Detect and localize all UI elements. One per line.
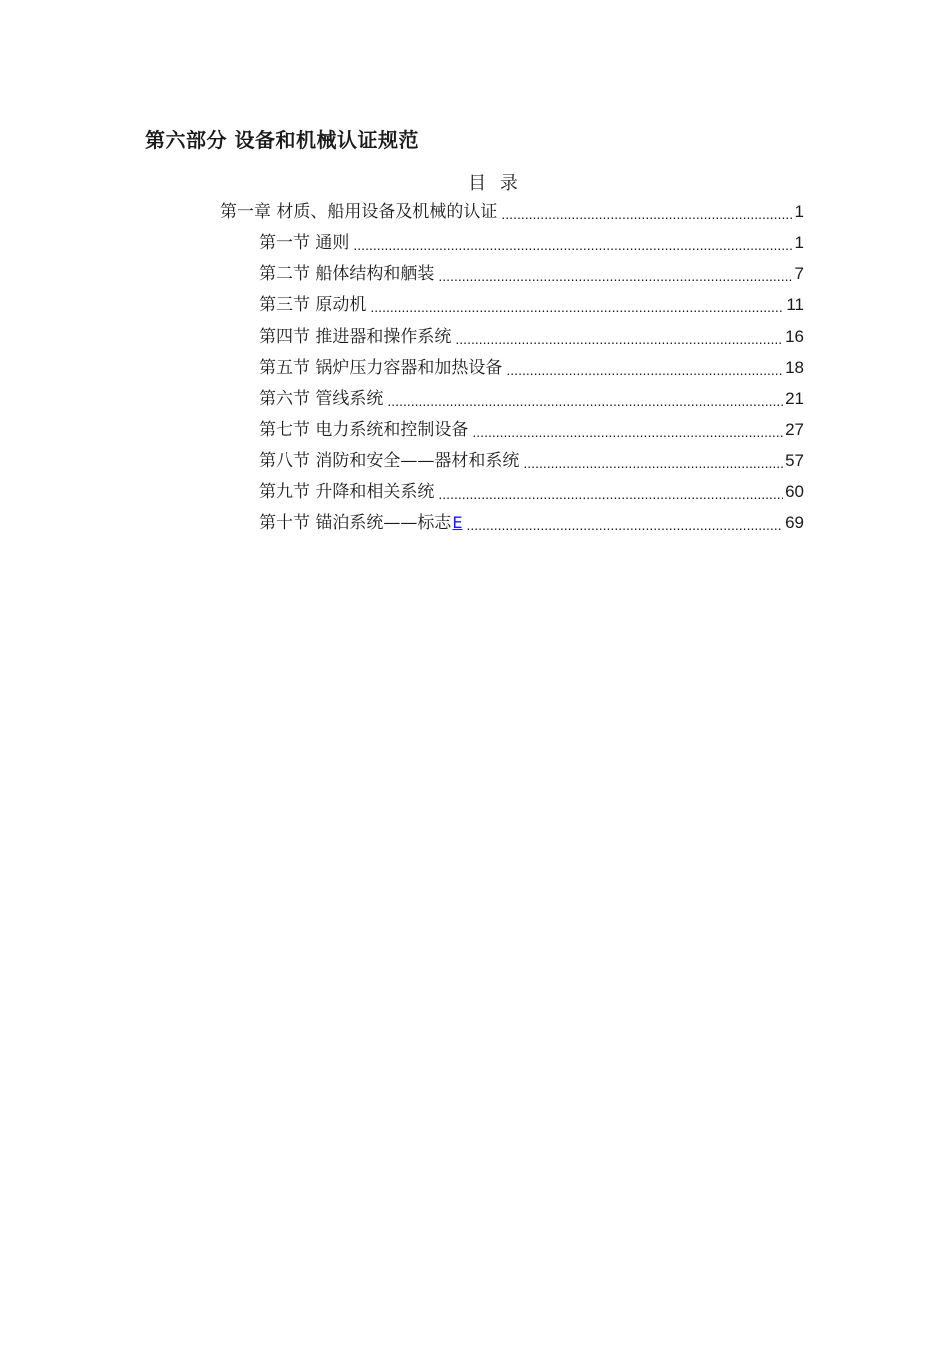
- toc-entry-page-number: 69: [785, 513, 804, 532]
- dot-leader: [438, 485, 783, 503]
- dot-leader: [353, 236, 792, 254]
- toc-entry-label: 第六节 管线系统: [259, 389, 384, 409]
- dot-leader: [370, 298, 784, 316]
- toc-entry-chapter-1[interactable]: [220, 199, 804, 223]
- toc-entry-label: 第五节 锅炉压力容器和加热设备: [259, 358, 503, 378]
- dot-leader: [387, 392, 783, 410]
- toc-entry-section-1[interactable]: [259, 230, 804, 254]
- hyperlink-mark[interactable]: E: [452, 513, 463, 532]
- toc-entry-label: 第七节 电力系统和控制设备: [259, 420, 469, 440]
- toc-entry-label: 第一节 通则: [259, 233, 350, 253]
- toc-entry-label: 第九节 升降和相关系统: [259, 482, 435, 502]
- dot-leader: [506, 361, 783, 379]
- toc-entry-page-number: 1: [794, 202, 804, 221]
- toc-entry-page-number: 1: [794, 233, 804, 252]
- toc-entry-label: 第十节 锚泊系统——标志: [259, 513, 452, 533]
- toc-entry-label: 第四节 推进器和操作系统: [259, 327, 452, 347]
- toc-entry-section-2[interactable]: [259, 261, 804, 285]
- toc-entry-section-7[interactable]: [259, 417, 804, 441]
- toc-entry-page-number: 18: [785, 358, 804, 377]
- toc-entry-page-number: 21: [785, 389, 804, 408]
- dot-leader: [438, 267, 792, 285]
- dot-leader: [523, 454, 783, 472]
- toc-entry-label: 第二节 船体结构和舾装: [259, 264, 435, 284]
- toc-entry-page-number: 60: [785, 482, 804, 501]
- toc-entry-page-number: 57: [785, 451, 804, 470]
- dot-leader: [455, 330, 783, 348]
- toc-entry-section-9[interactable]: [259, 479, 804, 503]
- toc-entry-label: 第三节 原动机: [259, 295, 367, 315]
- toc-entry-section-5[interactable]: [259, 355, 804, 379]
- toc-entry-label: 第一章 材质、船用设备及机械的认证: [220, 202, 498, 222]
- toc-entry-section-4[interactable]: [259, 324, 804, 348]
- dot-leader: [467, 516, 784, 534]
- toc-entry-page-number: 11: [786, 295, 804, 314]
- toc-entry-section-3[interactable]: [259, 292, 804, 316]
- toc-entry-page-number: 27: [785, 420, 804, 439]
- dot-leader: [501, 205, 792, 223]
- toc-entry-label: 第八节 消防和安全——器材和系统: [259, 451, 520, 471]
- toc-heading: 目 录: [468, 173, 522, 194]
- toc-entry-page-number: 7: [794, 264, 804, 283]
- toc-entry-section-8[interactable]: [259, 448, 804, 472]
- toc-entry-page-number: 16: [785, 327, 804, 346]
- toc-entry-section-6[interactable]: [259, 386, 804, 410]
- toc-entry-section-10[interactable]: [259, 510, 804, 534]
- dot-leader: [472, 423, 783, 441]
- page-title: 第六部分 设备和机械认证规范: [145, 128, 419, 152]
